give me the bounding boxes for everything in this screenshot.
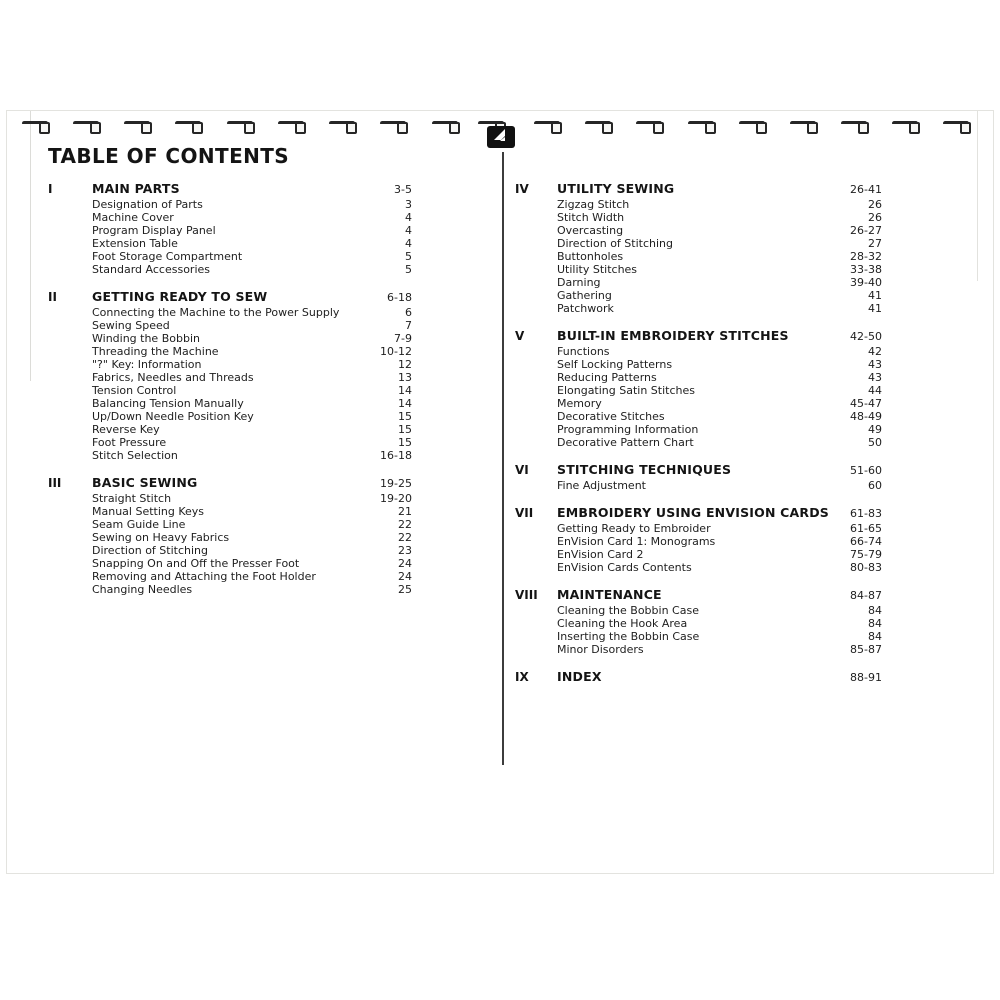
- toc-entry-label: Extension Table: [92, 237, 178, 250]
- toc-section-header: [48, 290, 412, 304]
- toc-entry: [557, 224, 882, 237]
- toc-entry-label: Overcasting: [557, 224, 624, 237]
- toc-entry-pages: 15: [398, 436, 412, 449]
- toc-entry-pages: 15: [398, 423, 412, 436]
- toc-entry-pages: 22: [398, 518, 412, 531]
- toc-entry: [557, 358, 882, 371]
- toc-entry: [92, 557, 412, 570]
- toc-entry: [557, 436, 882, 449]
- toc-entry: [557, 617, 882, 630]
- toc-entry-pages: 19-20: [380, 492, 412, 505]
- toc-entry: [92, 345, 412, 358]
- page-edge-right: [977, 111, 978, 281]
- section-title: MAIN PARTS: [92, 181, 180, 196]
- toc-entry-label: Tension Control: [92, 384, 177, 397]
- binder-ring: [278, 119, 306, 133]
- toc-entry-pages: 28-32: [850, 250, 882, 263]
- toc-entry-pages: 7: [405, 319, 412, 332]
- toc-entry-pages: 43: [868, 371, 882, 384]
- toc-section-header: [515, 588, 882, 602]
- section-numeral: VIII: [515, 588, 538, 602]
- binder-ring: [124, 119, 152, 133]
- toc-entry-label: Changing Needles: [92, 583, 193, 596]
- toc-entry-label: Decorative Pattern Chart: [557, 436, 694, 449]
- toc-entry-pages: 43: [868, 358, 882, 371]
- arrow-up-left-icon: [487, 124, 515, 148]
- toc-section-header: [515, 506, 882, 520]
- toc-entry-label: Patchwork: [557, 302, 614, 315]
- toc-entry-pages: 84: [868, 604, 882, 617]
- toc-section: [515, 463, 882, 492]
- toc-entry-label: Sewing Speed: [92, 319, 170, 332]
- toc-entry: [557, 522, 882, 535]
- binder-ring: [175, 119, 203, 133]
- toc-column-right: [515, 182, 882, 698]
- toc-entry-label: Direction of Stitching: [557, 237, 673, 250]
- section-page-range: 19-25: [380, 477, 412, 490]
- page-title: TABLE OF CONTENTS: [48, 144, 290, 168]
- section-numeral: I: [48, 182, 53, 196]
- toc-entry: [92, 518, 412, 531]
- toc-entry-pages: 61-65: [850, 522, 882, 535]
- toc-entry: [92, 263, 412, 276]
- toc-entry: [557, 302, 882, 315]
- toc-entry: [557, 561, 882, 574]
- binder-ring: [329, 119, 357, 133]
- column-divider: [502, 152, 504, 765]
- toc-entry-pages: 12: [398, 358, 412, 371]
- toc-entry-pages: 85-87: [850, 643, 882, 656]
- toc-entry: [92, 319, 412, 332]
- toc-entry: [557, 535, 882, 548]
- toc-entry-pages: 24: [398, 557, 412, 570]
- toc-entry-label: Fine Adjustment: [557, 479, 646, 492]
- toc-entry: [557, 276, 882, 289]
- toc-entry-pages: 80-83: [850, 561, 882, 574]
- toc-entry-pages: 75-79: [850, 548, 882, 561]
- toc-section-header: [515, 329, 882, 343]
- toc-entry-label: Programming Information: [557, 423, 699, 436]
- toc-entry: [92, 492, 412, 505]
- toc-entry: [92, 237, 412, 250]
- toc-entry-pages: 26: [868, 198, 882, 211]
- toc-entry-pages: 41: [868, 302, 882, 315]
- section-title: BUILT-IN EMBROIDERY STITCHES: [557, 328, 789, 343]
- toc-entry-label: Minor Disorders: [557, 643, 644, 656]
- toc-entry-pages: 26: [868, 211, 882, 224]
- toc-entry-pages: 4: [405, 224, 412, 237]
- toc-section: [48, 290, 412, 462]
- toc-entry-label: Self Locking Patterns: [557, 358, 673, 371]
- section-title: EMBROIDERY USING ENVISION CARDS: [557, 505, 830, 520]
- toc-entry: [92, 358, 412, 371]
- toc-entry: [92, 423, 412, 436]
- toc-entry: [92, 583, 412, 596]
- toc-entry-pages: 26-27: [850, 224, 882, 237]
- section-numeral: V: [515, 329, 525, 343]
- binder-ring: [380, 119, 408, 133]
- toc-entry: [92, 306, 412, 319]
- binder-ring: [534, 119, 562, 133]
- toc-entry-pages: 6: [405, 306, 412, 319]
- toc-section-header: [48, 182, 412, 196]
- toc-entry-pages: 42: [868, 345, 882, 358]
- toc-entry-label: Snapping On and Off the Presser Foot: [92, 557, 300, 570]
- toc-entry-label: Darning: [557, 276, 601, 289]
- binder-ring: [585, 119, 613, 133]
- toc-entry-label: Threading the Machine: [92, 345, 219, 358]
- toc-entry: [557, 250, 882, 263]
- section-page-range: 26-41: [850, 183, 882, 196]
- toc-section: [515, 182, 882, 315]
- section-numeral: IV: [515, 182, 529, 196]
- toc-entry: [557, 371, 882, 384]
- section-title: STITCHING TECHNIQUES: [557, 462, 732, 477]
- binder-ring: [790, 119, 818, 133]
- toc-entry: [557, 198, 882, 211]
- section-page-range: 51-60: [850, 464, 882, 477]
- section-numeral: VI: [515, 463, 529, 477]
- toc-entry-label: Inserting the Bobbin Case: [557, 630, 700, 643]
- toc-entry: [92, 531, 412, 544]
- toc-section: [515, 329, 882, 449]
- toc-entry-pages: 22: [398, 531, 412, 544]
- toc-entry-label: Reverse Key: [92, 423, 160, 436]
- toc-entry-label: Cleaning the Bobbin Case: [557, 604, 699, 617]
- toc-entry: [557, 263, 882, 276]
- section-title: UTILITY SEWING: [557, 181, 675, 196]
- toc-entry: [557, 397, 882, 410]
- section-page-range: 42-50: [850, 330, 882, 343]
- toc-entry-pages: 33-38: [850, 263, 882, 276]
- section-title: GETTING READY TO SEW: [92, 289, 268, 304]
- binder-ring: [688, 119, 716, 133]
- toc-entry-pages: 49: [868, 423, 882, 436]
- section-page-range: 3-5: [394, 183, 412, 196]
- toc-entry-pages: 14: [398, 384, 412, 397]
- toc-entry-pages: 23: [398, 544, 412, 557]
- section-page-range: 61-83: [850, 507, 882, 520]
- toc-entry: [557, 479, 882, 492]
- toc-entry: [557, 237, 882, 250]
- toc-entry: [557, 410, 882, 423]
- toc-entry-label: Stitch Selection: [92, 449, 178, 462]
- binder-ring: [841, 119, 869, 133]
- toc-entry: [92, 449, 412, 462]
- toc-entry-pages: 84: [868, 617, 882, 630]
- toc-entry-pages: 44: [868, 384, 882, 397]
- toc-entry-pages: 15: [398, 410, 412, 423]
- toc-entry-label: Program Display Panel: [92, 224, 216, 237]
- toc-entry-pages: 10-12: [380, 345, 412, 358]
- binder-ring: [636, 119, 664, 133]
- toc-entry-label: EnVision Card 1: Monograms: [557, 535, 716, 548]
- toc-entry: [557, 423, 882, 436]
- toc-column-left: [48, 182, 412, 610]
- toc-entry: [92, 250, 412, 263]
- toc-section: [515, 506, 882, 574]
- toc-entry: [92, 198, 412, 211]
- toc-entry-pages: 60: [868, 479, 882, 492]
- toc-entry-label: Manual Setting Keys: [92, 505, 205, 518]
- toc-entry-label: EnVision Card 2: [557, 548, 644, 561]
- toc-entry-pages: 25: [398, 583, 412, 596]
- toc-entry-label: Memory: [557, 397, 602, 410]
- toc-entry: [92, 332, 412, 345]
- toc-section-header: [48, 476, 412, 490]
- toc-entry-label: Cleaning the Hook Area: [557, 617, 688, 630]
- toc-entry-pages: 3: [405, 198, 412, 211]
- binder-ring: [22, 119, 50, 133]
- toc-entry-pages: 48-49: [850, 410, 882, 423]
- toc-entry: [92, 505, 412, 518]
- toc-entry-label: Standard Accessories: [92, 263, 211, 276]
- toc-entry-label: Straight Stitch: [92, 492, 172, 505]
- toc-entry: [92, 570, 412, 583]
- toc-entry: [557, 289, 882, 302]
- toc-entry-label: Functions: [557, 345, 610, 358]
- toc-entry-pages: 14: [398, 397, 412, 410]
- section-title: MAINTENANCE: [557, 587, 662, 602]
- toc-entry-pages: 5: [405, 263, 412, 276]
- toc-entry: [92, 397, 412, 410]
- binder-ring: [943, 119, 971, 133]
- toc-entry: [557, 548, 882, 561]
- toc-entry-pages: 13: [398, 371, 412, 384]
- toc-entry-pages: 4: [405, 237, 412, 250]
- toc-entry-pages: 5: [405, 250, 412, 263]
- section-title: INDEX: [557, 669, 602, 684]
- toc-entry-label: Decorative Stitches: [557, 410, 665, 423]
- toc-entry-pages: 21: [398, 505, 412, 518]
- toc-section-header: [515, 463, 882, 477]
- toc-entry-label: Reducing Patterns: [557, 371, 657, 384]
- section-numeral: VII: [515, 506, 534, 520]
- section-page-range: 84-87: [850, 589, 882, 602]
- toc-entry-label: Balancing Tension Manually: [92, 397, 244, 410]
- toc-entry-pages: 24: [398, 570, 412, 583]
- toc-entry-pages: 50: [868, 436, 882, 449]
- toc-entry-label: Designation of Parts: [92, 198, 203, 211]
- toc-entry: [557, 604, 882, 617]
- toc-entry-label: Removing and Attaching the Foot Holder: [92, 570, 316, 583]
- toc-entry-pages: 45-47: [850, 397, 882, 410]
- binder-ring: [739, 119, 767, 133]
- toc-entry-pages: 16-18: [380, 449, 412, 462]
- toc-section: [515, 670, 882, 684]
- toc-entry-pages: 27: [868, 237, 882, 250]
- section-page-range: 6-18: [387, 291, 412, 304]
- toc-entry-pages: 66-74: [850, 535, 882, 548]
- toc-entry-pages: 39-40: [850, 276, 882, 289]
- toc-entry-pages: 4: [405, 211, 412, 224]
- section-page-range: 88-91: [850, 671, 882, 684]
- binder-ring: [227, 119, 255, 133]
- toc-entry: [92, 436, 412, 449]
- toc-entry: [92, 544, 412, 557]
- toc-entry-label: Utility Stitches: [557, 263, 638, 276]
- page-edge-left: [30, 111, 31, 381]
- section-numeral: II: [48, 290, 57, 304]
- toc-entry: [92, 410, 412, 423]
- toc-entry-pages: 7-9: [394, 332, 412, 345]
- toc-entry-label: Buttonholes: [557, 250, 624, 263]
- toc-entry: [92, 384, 412, 397]
- toc-entry: [557, 643, 882, 656]
- toc-entry-label: Machine Cover: [92, 211, 174, 224]
- toc-entry-label: Elongating Satin Stitches: [557, 384, 695, 397]
- toc-entry: [92, 211, 412, 224]
- section-numeral: III: [48, 476, 62, 490]
- toc-entry: [92, 224, 412, 237]
- toc-entry: [557, 345, 882, 358]
- toc-entry-pages: 41: [868, 289, 882, 302]
- toc-section: [515, 588, 882, 656]
- toc-entry-pages: 84: [868, 630, 882, 643]
- toc-entry-label: Up/Down Needle Position Key: [92, 410, 254, 423]
- toc-entry-label: "?" Key: Information: [92, 358, 202, 371]
- toc-entry-label: Seam Guide Line: [92, 518, 186, 531]
- binder-ring: [432, 119, 460, 133]
- binder-ring: [73, 119, 101, 133]
- toc-entry: [92, 371, 412, 384]
- binder-marker: [487, 124, 515, 148]
- toc-entry-label: Zigzag Stitch: [557, 198, 630, 211]
- toc-entry-label: Stitch Width: [557, 211, 625, 224]
- section-numeral: IX: [515, 670, 529, 684]
- toc-entry-label: Gathering: [557, 289, 612, 302]
- binder-ring: [892, 119, 920, 133]
- toc-entry-label: Sewing on Heavy Fabrics: [92, 531, 230, 544]
- toc-entry: [557, 384, 882, 397]
- toc-section-header: [515, 182, 882, 196]
- toc-entry: [557, 211, 882, 224]
- toc-entry-label: Fabrics, Needles and Threads: [92, 371, 254, 384]
- toc-entry-label: Foot Pressure: [92, 436, 167, 449]
- toc-section: [48, 476, 412, 596]
- toc-entry: [557, 630, 882, 643]
- toc-entry-label: Getting Ready to Embroider: [557, 522, 711, 535]
- toc-entry-label: Winding the Bobbin: [92, 332, 200, 345]
- toc-entry-label: EnVision Cards Contents: [557, 561, 692, 574]
- toc-entry-label: Direction of Stitching: [92, 544, 208, 557]
- toc-section: [48, 182, 412, 276]
- section-title: BASIC SEWING: [92, 475, 198, 490]
- toc-section-header: [515, 670, 882, 684]
- toc-entry-label: Connecting the Machine to the Power Supply: [92, 306, 340, 319]
- toc-entry-label: Foot Storage Compartment: [92, 250, 243, 263]
